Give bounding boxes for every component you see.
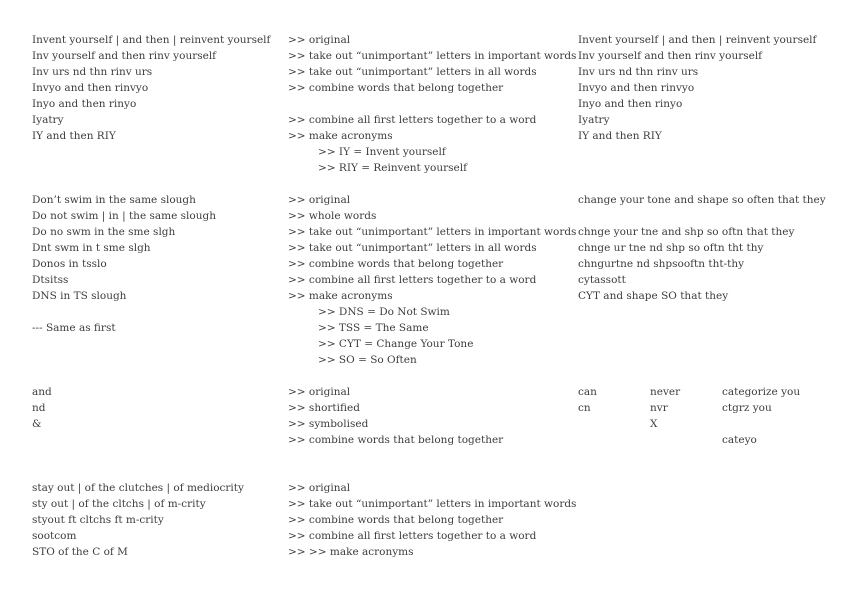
invent-yourself-exercise-left-column [32, 32, 270, 144]
text-line: >> make acronyms [288, 130, 393, 142]
table-cell: can [578, 386, 597, 398]
text-line: & [32, 418, 42, 430]
text-line: --- Same as first [32, 322, 116, 334]
text-line: Inv yourself and then rinv yourself [32, 50, 217, 62]
and-exercise-left-column [32, 384, 52, 432]
text-line: >> >> make acronyms [288, 546, 414, 558]
text-line: stay out | of the clutches | of mediocrity [32, 482, 244, 494]
text-line: >> combine all first letters together to a word [288, 114, 537, 126]
text-line: styout ft cltchs ft m-crity [32, 514, 164, 526]
text-line: STO of the C of M [32, 546, 128, 558]
text-line: Iyatry [578, 114, 610, 126]
and-exercise-mid-column [288, 384, 503, 448]
invent-yourself-exercise-right-column [578, 32, 816, 144]
table-cell: nvr [650, 402, 668, 414]
text-line: >> take out “unimportant” letters in important words [288, 226, 577, 238]
text-line: IY and then RIY [578, 130, 662, 142]
stay-out-exercise-mid-column [288, 480, 576, 560]
text-line: Donos in tsslo [32, 258, 107, 270]
text-line: Inyo and then rinyo [578, 98, 683, 110]
text-line: CYT and shape SO that they [578, 290, 729, 302]
text-line: >> combine all first letters together to a word [288, 274, 537, 286]
text-line: >> take out “unimportant” letters in all words [288, 66, 537, 78]
text-line: >> SO = So Often [318, 354, 417, 366]
text-line: >> original [288, 34, 351, 46]
text-line: >> shortified [288, 402, 360, 414]
table-cell: cateyo [722, 434, 757, 446]
dont-swim-exercise-right-column [578, 192, 826, 304]
text-line: >> combine all first letters together to a word [288, 530, 537, 542]
text-line: Dtsitss [32, 274, 69, 286]
text-line: and [32, 386, 52, 398]
table-cell: X [650, 418, 658, 430]
text-line: cytassott [578, 274, 626, 286]
text-line: sootcom [32, 530, 77, 542]
text-line: sty out | of the cltchs | of m-crity [32, 498, 206, 510]
text-line: Inv yourself and then rinv yourself [578, 50, 763, 62]
text-line: Inyo and then rinyo [32, 98, 137, 110]
dont-swim-exercise-mid-column [288, 192, 576, 368]
text-line: chnge your tne and shp so oftn that they [578, 226, 795, 238]
text-line: chnge ur tne nd shp so oftn tht thy [578, 242, 764, 254]
text-line: >> combine words that belong together [288, 514, 504, 526]
stay-out-exercise-left-column [32, 480, 244, 560]
text-line: >> CYT = Change Your Tone [318, 338, 474, 350]
invent-yourself-exercise-mid-column [288, 32, 576, 176]
text-line: nd [32, 402, 46, 414]
text-line: Iyatry [32, 114, 64, 126]
text-line: >> original [288, 386, 351, 398]
text-line: Inv urs nd thn rinv urs [32, 66, 153, 78]
text-line: chngurtne nd shpsooftn tht-thy [578, 258, 745, 270]
text-line: Inv urs nd thn rinv urs [578, 66, 699, 78]
text-line: >> original [288, 194, 351, 206]
table-cell: never [650, 386, 681, 398]
text-line: IY and then RIY [32, 130, 116, 142]
text-line: >> take out “unimportant” letters in important words [288, 498, 577, 510]
table-cell: categorize you [722, 386, 801, 398]
text-line: >> symbolised [288, 418, 369, 430]
text-line [32, 304, 216, 320]
text-line: >> combine words that belong together [288, 434, 504, 446]
text-line: >> whole words [288, 210, 377, 222]
text-line: Don’t swim in the same slough [32, 194, 196, 206]
text-line: >> combine words that belong together [288, 82, 504, 94]
text-line [578, 208, 826, 224]
text-line [288, 96, 576, 112]
text-line: Invent yourself | and then | reinvent yourself [578, 34, 817, 46]
text-line: Do not swim | in | the same slough [32, 210, 216, 222]
text-line: Invyo and then rinvyo [32, 82, 149, 94]
text-line: >> IY = Invent yourself [318, 146, 446, 158]
text-line: >> make acronyms [288, 290, 393, 302]
text-line: Invent yourself | and then | reinvent yourself [32, 34, 271, 46]
text-line: >> take out “unimportant” letters in all words [288, 242, 537, 254]
text-line: >> TSS = The Same [318, 322, 429, 334]
text-line: Dnt swm in t sme slgh [32, 242, 151, 254]
text-line: DNS in TS slough [32, 290, 127, 302]
table-cell: ctgrz you [722, 402, 772, 414]
text-line: >> DNS = Do Not Swim [318, 306, 450, 318]
text-line: Do no swm in the sme slgh [32, 226, 176, 238]
text-line: change your tone and shape so often that they [578, 194, 826, 206]
text-line: Invyo and then rinvyo [578, 82, 695, 94]
table-cell: cn [578, 402, 591, 414]
dont-swim-exercise-left-column [32, 192, 216, 336]
text-line: >> RIY = Reinvent yourself [318, 162, 467, 174]
text-line: >> original [288, 482, 351, 494]
text-line: >> take out “unimportant” letters in important words [288, 50, 577, 62]
text-line: >> combine words that belong together [288, 258, 504, 270]
